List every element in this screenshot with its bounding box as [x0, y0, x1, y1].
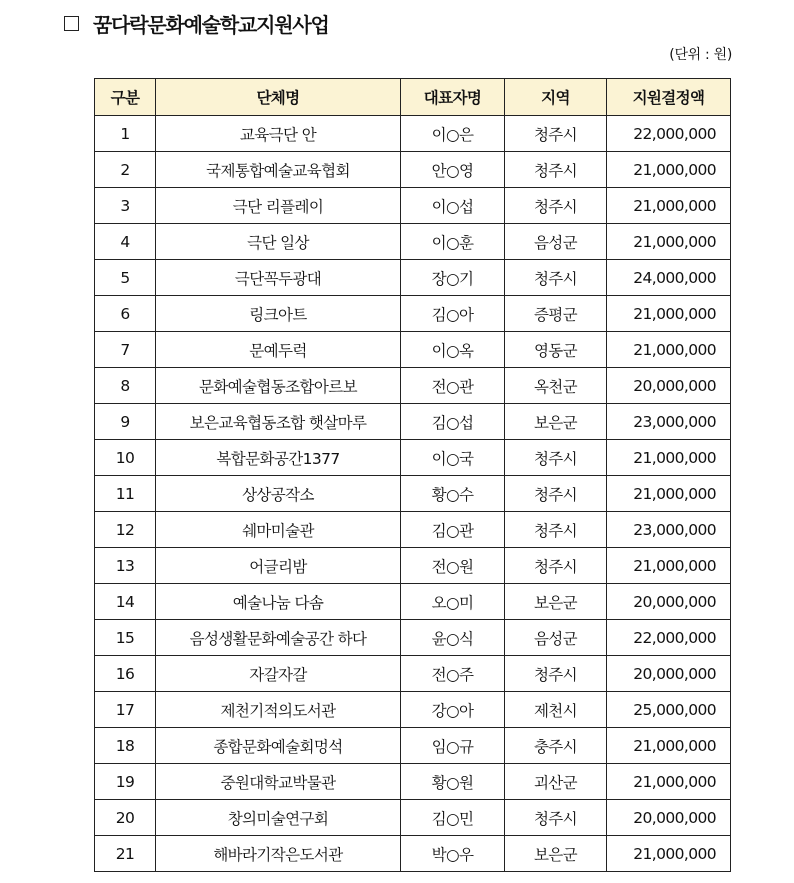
table-row: [95, 440, 731, 476]
cell-rep: 이○국: [401, 440, 505, 476]
document-title: [64, 8, 329, 38]
cell-rep: 임○규: [401, 728, 505, 764]
cell-rep: 황○원: [401, 764, 505, 800]
cell-rep: 오○미: [401, 584, 505, 620]
cell-no: 11: [95, 476, 156, 512]
cell-amount: 21,000,000: [607, 548, 731, 584]
cell-amount: 23,000,000: [607, 404, 731, 440]
cell-no: 5: [95, 260, 156, 296]
support-table: [94, 78, 731, 872]
cell-amount: 22,000,000: [607, 116, 731, 152]
table-row: [95, 692, 731, 728]
cell-org: 교육극단 안: [156, 116, 401, 152]
cell-org: 문예두럭: [156, 332, 401, 368]
cell-org: 어글리밤: [156, 548, 401, 584]
cell-region: 괴산군: [505, 764, 607, 800]
cell-amount: 20,000,000: [607, 368, 731, 404]
cell-no: 16: [95, 656, 156, 692]
cell-rep: 김○섭: [401, 404, 505, 440]
cell-no: 17: [95, 692, 156, 728]
unit-label: (단위 : 원): [669, 47, 732, 63]
cell-rep: 이○옥: [401, 332, 505, 368]
cell-org: 음성생활문화예술공간 하다: [156, 620, 401, 656]
cell-no: 6: [95, 296, 156, 332]
cell-region: 충주시: [505, 728, 607, 764]
cell-no: 3: [95, 188, 156, 224]
table-row: [95, 332, 731, 368]
cell-amount: 20,000,000: [607, 656, 731, 692]
table-row: [95, 188, 731, 224]
cell-region: 청주시: [505, 548, 607, 584]
cell-amount: 21,000,000: [607, 224, 731, 260]
cell-region: 청주시: [505, 188, 607, 224]
cell-no: 12: [95, 512, 156, 548]
cell-amount: 21,000,000: [607, 332, 731, 368]
cell-rep: 안○영: [401, 152, 505, 188]
table-row: [95, 116, 731, 152]
cell-region: 음성군: [505, 620, 607, 656]
cell-region: 청주시: [505, 116, 607, 152]
cell-rep: 전○주: [401, 656, 505, 692]
cell-org: 복합문화공간1377: [156, 440, 401, 476]
cell-org: 상상공작소: [156, 476, 401, 512]
cell-rep: 이○훈: [401, 224, 505, 260]
table-row: [95, 224, 731, 260]
cell-no: 9: [95, 404, 156, 440]
cell-region: 보은군: [505, 584, 607, 620]
table-row: [95, 764, 731, 800]
cell-no: 10: [95, 440, 156, 476]
cell-org: 제천기적의도서관: [156, 692, 401, 728]
table-row: [95, 620, 731, 656]
cell-amount: 21,000,000: [607, 476, 731, 512]
cell-no: 1: [95, 116, 156, 152]
cell-org: 종합문화예술회멍석: [156, 728, 401, 764]
cell-org: 링크아트: [156, 296, 401, 332]
cell-rep: 박○우: [401, 836, 505, 872]
cell-amount: 20,000,000: [607, 584, 731, 620]
cell-no: 19: [95, 764, 156, 800]
table-row: [95, 656, 731, 692]
cell-amount: 23,000,000: [607, 512, 731, 548]
table-row: [95, 296, 731, 332]
cell-rep: 황○수: [401, 476, 505, 512]
cell-org: 국제통합예술교육협회: [156, 152, 401, 188]
table-row: [95, 260, 731, 296]
cell-region: 옥천군: [505, 368, 607, 404]
cell-region: 보은군: [505, 404, 607, 440]
cell-amount: 21,000,000: [607, 296, 731, 332]
cell-org: 해바라기작은도서관: [156, 836, 401, 872]
cell-org: 문화예술협동조합아르보: [156, 368, 401, 404]
cell-org: 창의미술연구회: [156, 800, 401, 836]
cell-amount: 22,000,000: [607, 620, 731, 656]
cell-region: 청주시: [505, 260, 607, 296]
cell-no: 18: [95, 728, 156, 764]
header-amount: 지원결정액: [607, 79, 731, 116]
cell-region: 청주시: [505, 800, 607, 836]
cell-amount: 21,000,000: [607, 188, 731, 224]
cell-org: 극단꼭두광대: [156, 260, 401, 296]
cell-amount: 24,000,000: [607, 260, 731, 296]
cell-rep: 김○관: [401, 512, 505, 548]
cell-amount: 21,000,000: [607, 728, 731, 764]
cell-region: 제천시: [505, 692, 607, 728]
table-row: [95, 728, 731, 764]
cell-no: 7: [95, 332, 156, 368]
cell-rep: 윤○식: [401, 620, 505, 656]
cell-org: 예술나눔 다솜: [156, 584, 401, 620]
header-no: 구분: [95, 79, 156, 116]
cell-no: 15: [95, 620, 156, 656]
header-rep: 대표자명: [401, 79, 505, 116]
table-row: [95, 836, 731, 872]
cell-amount: 25,000,000: [607, 692, 731, 728]
cell-no: 14: [95, 584, 156, 620]
cell-amount: 21,000,000: [607, 152, 731, 188]
cell-rep: 장○기: [401, 260, 505, 296]
cell-no: 21: [95, 836, 156, 872]
cell-org: 중원대학교박물관: [156, 764, 401, 800]
cell-region: 영동군: [505, 332, 607, 368]
table-row: [95, 368, 731, 404]
table-row: [95, 476, 731, 512]
cell-region: 청주시: [505, 476, 607, 512]
cell-org: 쉐마미술관: [156, 512, 401, 548]
table-header-row: [95, 79, 731, 116]
cell-no: 20: [95, 800, 156, 836]
cell-no: 8: [95, 368, 156, 404]
cell-rep: 이○은: [401, 116, 505, 152]
cell-region: 보은군: [505, 836, 607, 872]
cell-no: 2: [95, 152, 156, 188]
cell-region: 청주시: [505, 656, 607, 692]
table-row: [95, 548, 731, 584]
cell-region: 청주시: [505, 152, 607, 188]
cell-org: 보은교육협동조합 햇살마루: [156, 404, 401, 440]
cell-no: 13: [95, 548, 156, 584]
cell-rep: 전○원: [401, 548, 505, 584]
header-org: 단체명: [156, 79, 401, 116]
table-row: [95, 800, 731, 836]
cell-rep: 김○아: [401, 296, 505, 332]
cell-no: 4: [95, 224, 156, 260]
cell-rep: 김○민: [401, 800, 505, 836]
title-text: 꿈다락문화예술학교지원사업: [93, 12, 329, 37]
cell-org: 극단 일상: [156, 224, 401, 260]
cell-amount: 21,000,000: [607, 440, 731, 476]
checkbox-square-icon: [64, 16, 79, 31]
cell-amount: 21,000,000: [607, 764, 731, 800]
cell-rep: 이○섭: [401, 188, 505, 224]
cell-rep: 전○관: [401, 368, 505, 404]
cell-rep: 강○아: [401, 692, 505, 728]
cell-org: 극단 리플레이: [156, 188, 401, 224]
cell-region: 증평군: [505, 296, 607, 332]
cell-amount: 20,000,000: [607, 800, 731, 836]
table-row: [95, 404, 731, 440]
cell-region: 청주시: [505, 440, 607, 476]
cell-amount: 21,000,000: [607, 836, 731, 872]
cell-region: 청주시: [505, 512, 607, 548]
cell-region: 음성군: [505, 224, 607, 260]
cell-org: 자갈자갈: [156, 656, 401, 692]
table-row: [95, 152, 731, 188]
table-row: [95, 512, 731, 548]
header-region: 지역: [505, 79, 607, 116]
table-row: [95, 584, 731, 620]
